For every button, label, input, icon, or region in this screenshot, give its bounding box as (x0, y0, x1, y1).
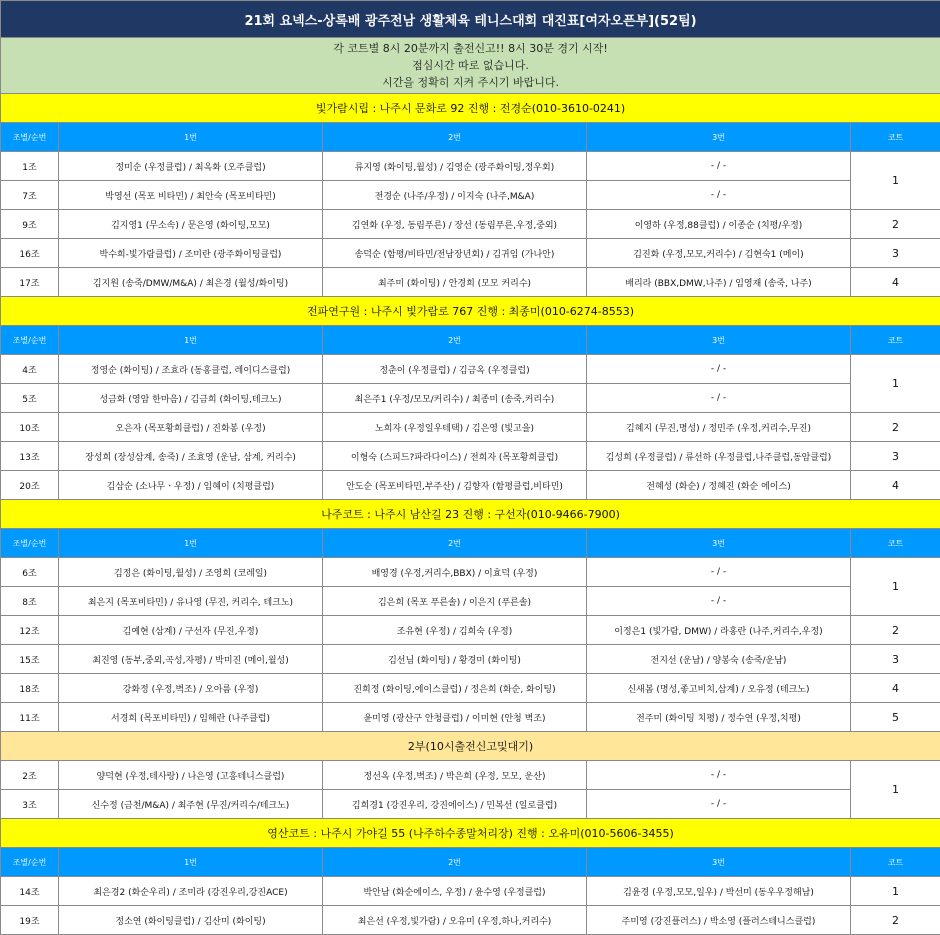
team3-cell: 김성희 (우정클럽) / 류선하 (우정클럽,나주클럽,동암클럽) (587, 442, 851, 471)
group-cell: 13조 (1, 442, 59, 471)
team2-cell: 전경순 (나주/우정) / 이지숙 (나주,M&A) (323, 181, 587, 210)
table-row (1, 703, 940, 732)
header-court: 코트 (851, 326, 940, 355)
venue-header: 나주코트 : 나주시 남산길 23 진행 : 구선자(010-9466-7900) (1, 500, 940, 529)
table-row (1, 355, 940, 384)
team2-cell: 노희자 (우정일우테택) / 김은영 (빛고을) (323, 413, 587, 442)
team3-cell: 이영하 (우정,88클럽) / 이종순 (치평/우정) (587, 210, 851, 239)
table-row (1, 790, 940, 819)
group-cell: 6조 (1, 558, 59, 587)
venue-header: 빛가람시립 : 나주시 문화로 92 진행 : 전경순(010-3610-0241) (1, 94, 940, 123)
team3-cell: 김윤경 (우정,모모,일우) / 박선미 (동우우정해남) (587, 877, 851, 906)
table-row (1, 181, 940, 210)
header-third: 3번 (587, 123, 851, 152)
table-row (1, 761, 940, 790)
team2-cell: 조유현 (우정) / 김희숙 (우정) (323, 616, 587, 645)
table-row (1, 239, 940, 268)
court-cell: 3 (851, 645, 940, 674)
page-title: 21회 요넥스-상록배 광주전남 생활체육 테니스대회 대진표[여자오픈부](52팀) (1, 1, 940, 38)
team3-cell: - / - (587, 152, 851, 181)
header-group: 조별/순번 (1, 123, 59, 152)
team1-cell: 김지영1 (무소속) / 문은영 (화이팅,모모) (59, 210, 323, 239)
table-row (1, 645, 940, 674)
team3-cell: 주미영 (강진플러스) / 박소영 (플러스테니스클럽) (587, 906, 851, 935)
header-court: 코트 (851, 848, 940, 877)
team3-cell: - / - (587, 181, 851, 210)
team3-cell: - / - (587, 558, 851, 587)
header-third: 3번 (587, 326, 851, 355)
header-second: 2번 (323, 529, 587, 558)
court-cell: 2 (851, 210, 940, 239)
group-cell: 8조 (1, 587, 59, 616)
group-cell: 9조 (1, 210, 59, 239)
table-row (1, 268, 940, 297)
team3-cell: - / - (587, 384, 851, 413)
group-cell: 4조 (1, 355, 59, 384)
court-cell: 2 (851, 616, 940, 645)
team3-cell: 전지선 (운남) / 양봉숙 (송죽/운남) (587, 645, 851, 674)
team3-cell: - / - (587, 355, 851, 384)
team2-cell: 김은희 (목포 푸른솔) / 이은지 (푸른솔) (323, 587, 587, 616)
court-cell: 2 (851, 413, 940, 442)
team2-cell: 박안남 (화순에이스, 우정) / 윤수영 (우정클럽) (323, 877, 587, 906)
header-first: 1번 (59, 326, 323, 355)
group-cell: 10조 (1, 413, 59, 442)
team3-cell: 전주미 (화이팅 치평) / 정수연 (우정,치평) (587, 703, 851, 732)
group-cell: 11조 (1, 703, 59, 732)
team1-cell: 최은지 (목포비타민) / 유나영 (무진, 커리수, 테크노) (59, 587, 323, 616)
notice-line: 각 코트별 8시 20분까지 출전신고!! 8시 30분 경기 시작! (1, 40, 940, 57)
team1-cell: 김삼순 (소나무ㆍ우정) / 임혜이 (치평클럽) (59, 471, 323, 500)
team1-cell: 박영선 (목포 비타민) / 최안숙 (목포비타민) (59, 181, 323, 210)
header-group: 조별/순번 (1, 326, 59, 355)
team1-cell: 오은자 (목포황희클럽) / 진화봉 (우정) (59, 413, 323, 442)
team1-cell: 신수정 (금천/M&A) / 최주현 (무진/커리수/테크노) (59, 790, 323, 819)
header-court: 코트 (851, 123, 940, 152)
team3-cell: 전혜성 (화순) / 정혜진 (화순 에이스) (587, 471, 851, 500)
team1-cell: 최진영 (동부,중외,곡성,자평) / 박미진 (메이,월성) (59, 645, 323, 674)
group-cell: 20조 (1, 471, 59, 500)
team2-cell: 김연화 (우정, 동림푸른) / 장선 (동림푸른,우정,중외) (323, 210, 587, 239)
team2-cell: 안도순 (목포비타민,부주산) / 김향자 (함평클럽,비타민) (323, 471, 587, 500)
team1-cell: 성금화 (영암 한마음) / 김금희 (화이팅,테크노) (59, 384, 323, 413)
header-second: 2번 (323, 123, 587, 152)
team1-cell: 김지원 (송죽/DMW/M&A) / 최은경 (월성/화이팅) (59, 268, 323, 297)
team2-cell: 윤미영 (광산구 안청클럽) / 이미현 (안청 벽조) (323, 703, 587, 732)
group-cell: 7조 (1, 181, 59, 210)
table-row (1, 877, 940, 906)
header-court: 코트 (851, 529, 940, 558)
table-row (1, 558, 940, 587)
table-row (1, 674, 940, 703)
group-cell: 3조 (1, 790, 59, 819)
group-cell: 5조 (1, 384, 59, 413)
team3-cell: 김혜지 (무진,명성) / 정민주 (우정,커리수,무진) (587, 413, 851, 442)
team2-cell: 김선님 (화이팅) / 황경미 (화이팅) (323, 645, 587, 674)
team2-cell: 김희경1 (강진우리, 강진에이스) / 민복선 (일로클럽) (323, 790, 587, 819)
team3-cell: - / - (587, 761, 851, 790)
team2-cell: 류지영 (화이팅,월성) / 김영순 (광주화이팅,정우회) (323, 152, 587, 181)
part2-header: 2부(10시출전신고및대기) (1, 732, 940, 761)
court-cell: 1 (851, 558, 940, 616)
team1-cell: 정소연 (화이팅클럽) / 김산미 (화이팅) (59, 906, 323, 935)
group-cell: 16조 (1, 239, 59, 268)
team3-cell: 이정은1 (빛가람, DMW) / 라홍란 (나주,커리수,우정) (587, 616, 851, 645)
team2-cell: 진희정 (화이팅,에이스클럽) / 정은희 (화순, 화이팅) (323, 674, 587, 703)
header-second: 2번 (323, 848, 587, 877)
team1-cell: 정영순 (화이팅) / 조효라 (동홍클럽, 레이디스클럽) (59, 355, 323, 384)
table-row (1, 384, 940, 413)
table-row (1, 616, 940, 645)
header-group: 조별/순번 (1, 529, 59, 558)
notice-line: 점심시간 따로 없습니다. (1, 57, 940, 74)
team2-cell: 이형숙 (스피드?파라다이스) / 전희자 (목포황희클럽) (323, 442, 587, 471)
team1-cell: 정미순 (우정클럽) / 최옥화 (오주클럽) (59, 152, 323, 181)
team1-cell: 김예현 (삼계) / 구선자 (무진,우정) (59, 616, 323, 645)
team3-cell: 김진화 (우정,모모,커리수) / 김현숙1 (메이) (587, 239, 851, 268)
team3-cell: 신새봄 (명성,좋고비치,삼계) / 오유정 (테크노) (587, 674, 851, 703)
table-row (1, 152, 940, 181)
notice-banner (1, 38, 940, 94)
team1-cell: 서경희 (목포비타민) / 임해란 (나주클럽) (59, 703, 323, 732)
team1-cell: 박수희-빛가람클럽) / 조미란 (광주화이팅클럽) (59, 239, 323, 268)
team1-cell: 최은경2 (화순우리) / 조미라 (강진우리,강진ACE) (59, 877, 323, 906)
group-cell: 15조 (1, 645, 59, 674)
team2-cell: 정선옥 (우정,벽조) / 박은희 (우정, 모모, 운산) (323, 761, 587, 790)
group-cell: 19조 (1, 906, 59, 935)
court-cell: 3 (851, 442, 940, 471)
court-cell: 1 (851, 761, 940, 819)
group-cell: 2조 (1, 761, 59, 790)
header-second: 2번 (323, 326, 587, 355)
table-row (1, 442, 940, 471)
header-third: 3번 (587, 529, 851, 558)
header-first: 1번 (59, 529, 323, 558)
group-cell: 12조 (1, 616, 59, 645)
court-cell: 4 (851, 268, 940, 297)
court-cell: 1 (851, 877, 940, 906)
team3-cell: - / - (587, 790, 851, 819)
court-cell: 1 (851, 152, 940, 210)
court-cell: 4 (851, 471, 940, 500)
court-cell: 4 (851, 674, 940, 703)
court-cell: 5 (851, 703, 940, 732)
group-cell: 18조 (1, 674, 59, 703)
team2-cell: 최은주1 (우정/모모/커리수) / 최종미 (송죽,커리수) (323, 384, 587, 413)
table-row (1, 906, 940, 935)
group-cell: 17조 (1, 268, 59, 297)
table-row (1, 413, 940, 442)
team2-cell: 송덕순 (함평/비타민/전남장년회) / 김귀임 (가나안) (323, 239, 587, 268)
team1-cell: 김정은 (화이팅,월성) / 조영희 (코레일) (59, 558, 323, 587)
court-cell: 1 (851, 355, 940, 413)
court-cell: 3 (851, 239, 940, 268)
team3-cell: 배리라 (BBX,DMW,나주) / 임영재 (송죽, 나주) (587, 268, 851, 297)
group-cell: 1조 (1, 152, 59, 181)
table-row (1, 587, 940, 616)
team1-cell: 강화정 (우정,벽조) / 오아름 (우정) (59, 674, 323, 703)
team2-cell: 최주미 (화이팅) / 안경희 (모모 커리수) (323, 268, 587, 297)
header-third: 3번 (587, 848, 851, 877)
group-cell: 14조 (1, 877, 59, 906)
notice-line: 시간을 정확히 지켜 주시기 바랍니다. (1, 74, 940, 91)
team2-cell: 배영경 (우정,커리수,BBX) / 이효덕 (우정) (323, 558, 587, 587)
venue-header: 영산코트 : 나주시 가야길 55 (나주하수종말처리장) 진행 : 오유미(010-5606-3455) (1, 819, 940, 848)
team3-cell: - / - (587, 587, 851, 616)
team1-cell: 양덕현 (우정,테사랑) / 나은영 (고흥테니스클럽) (59, 761, 323, 790)
team2-cell: 정춘이 (우정클럽) / 김금옥 (우정클럽) (323, 355, 587, 384)
court-cell: 2 (851, 906, 940, 935)
table-row (1, 471, 940, 500)
venue-header: 전파연구원 : 나주시 빛가람로 767 진행 : 최종미(010-6274-8553) (1, 297, 940, 326)
table-row (1, 210, 940, 239)
header-first: 1번 (59, 123, 323, 152)
team2-cell: 최은선 (우정,빛가람) / 오유미 (우정,하나,커리수) (323, 906, 587, 935)
team1-cell: 장성희 (장성삼계, 송죽) / 조효영 (운남, 삼계, 커리수) (59, 442, 323, 471)
header-group: 조별/순번 (1, 848, 59, 877)
header-first: 1번 (59, 848, 323, 877)
